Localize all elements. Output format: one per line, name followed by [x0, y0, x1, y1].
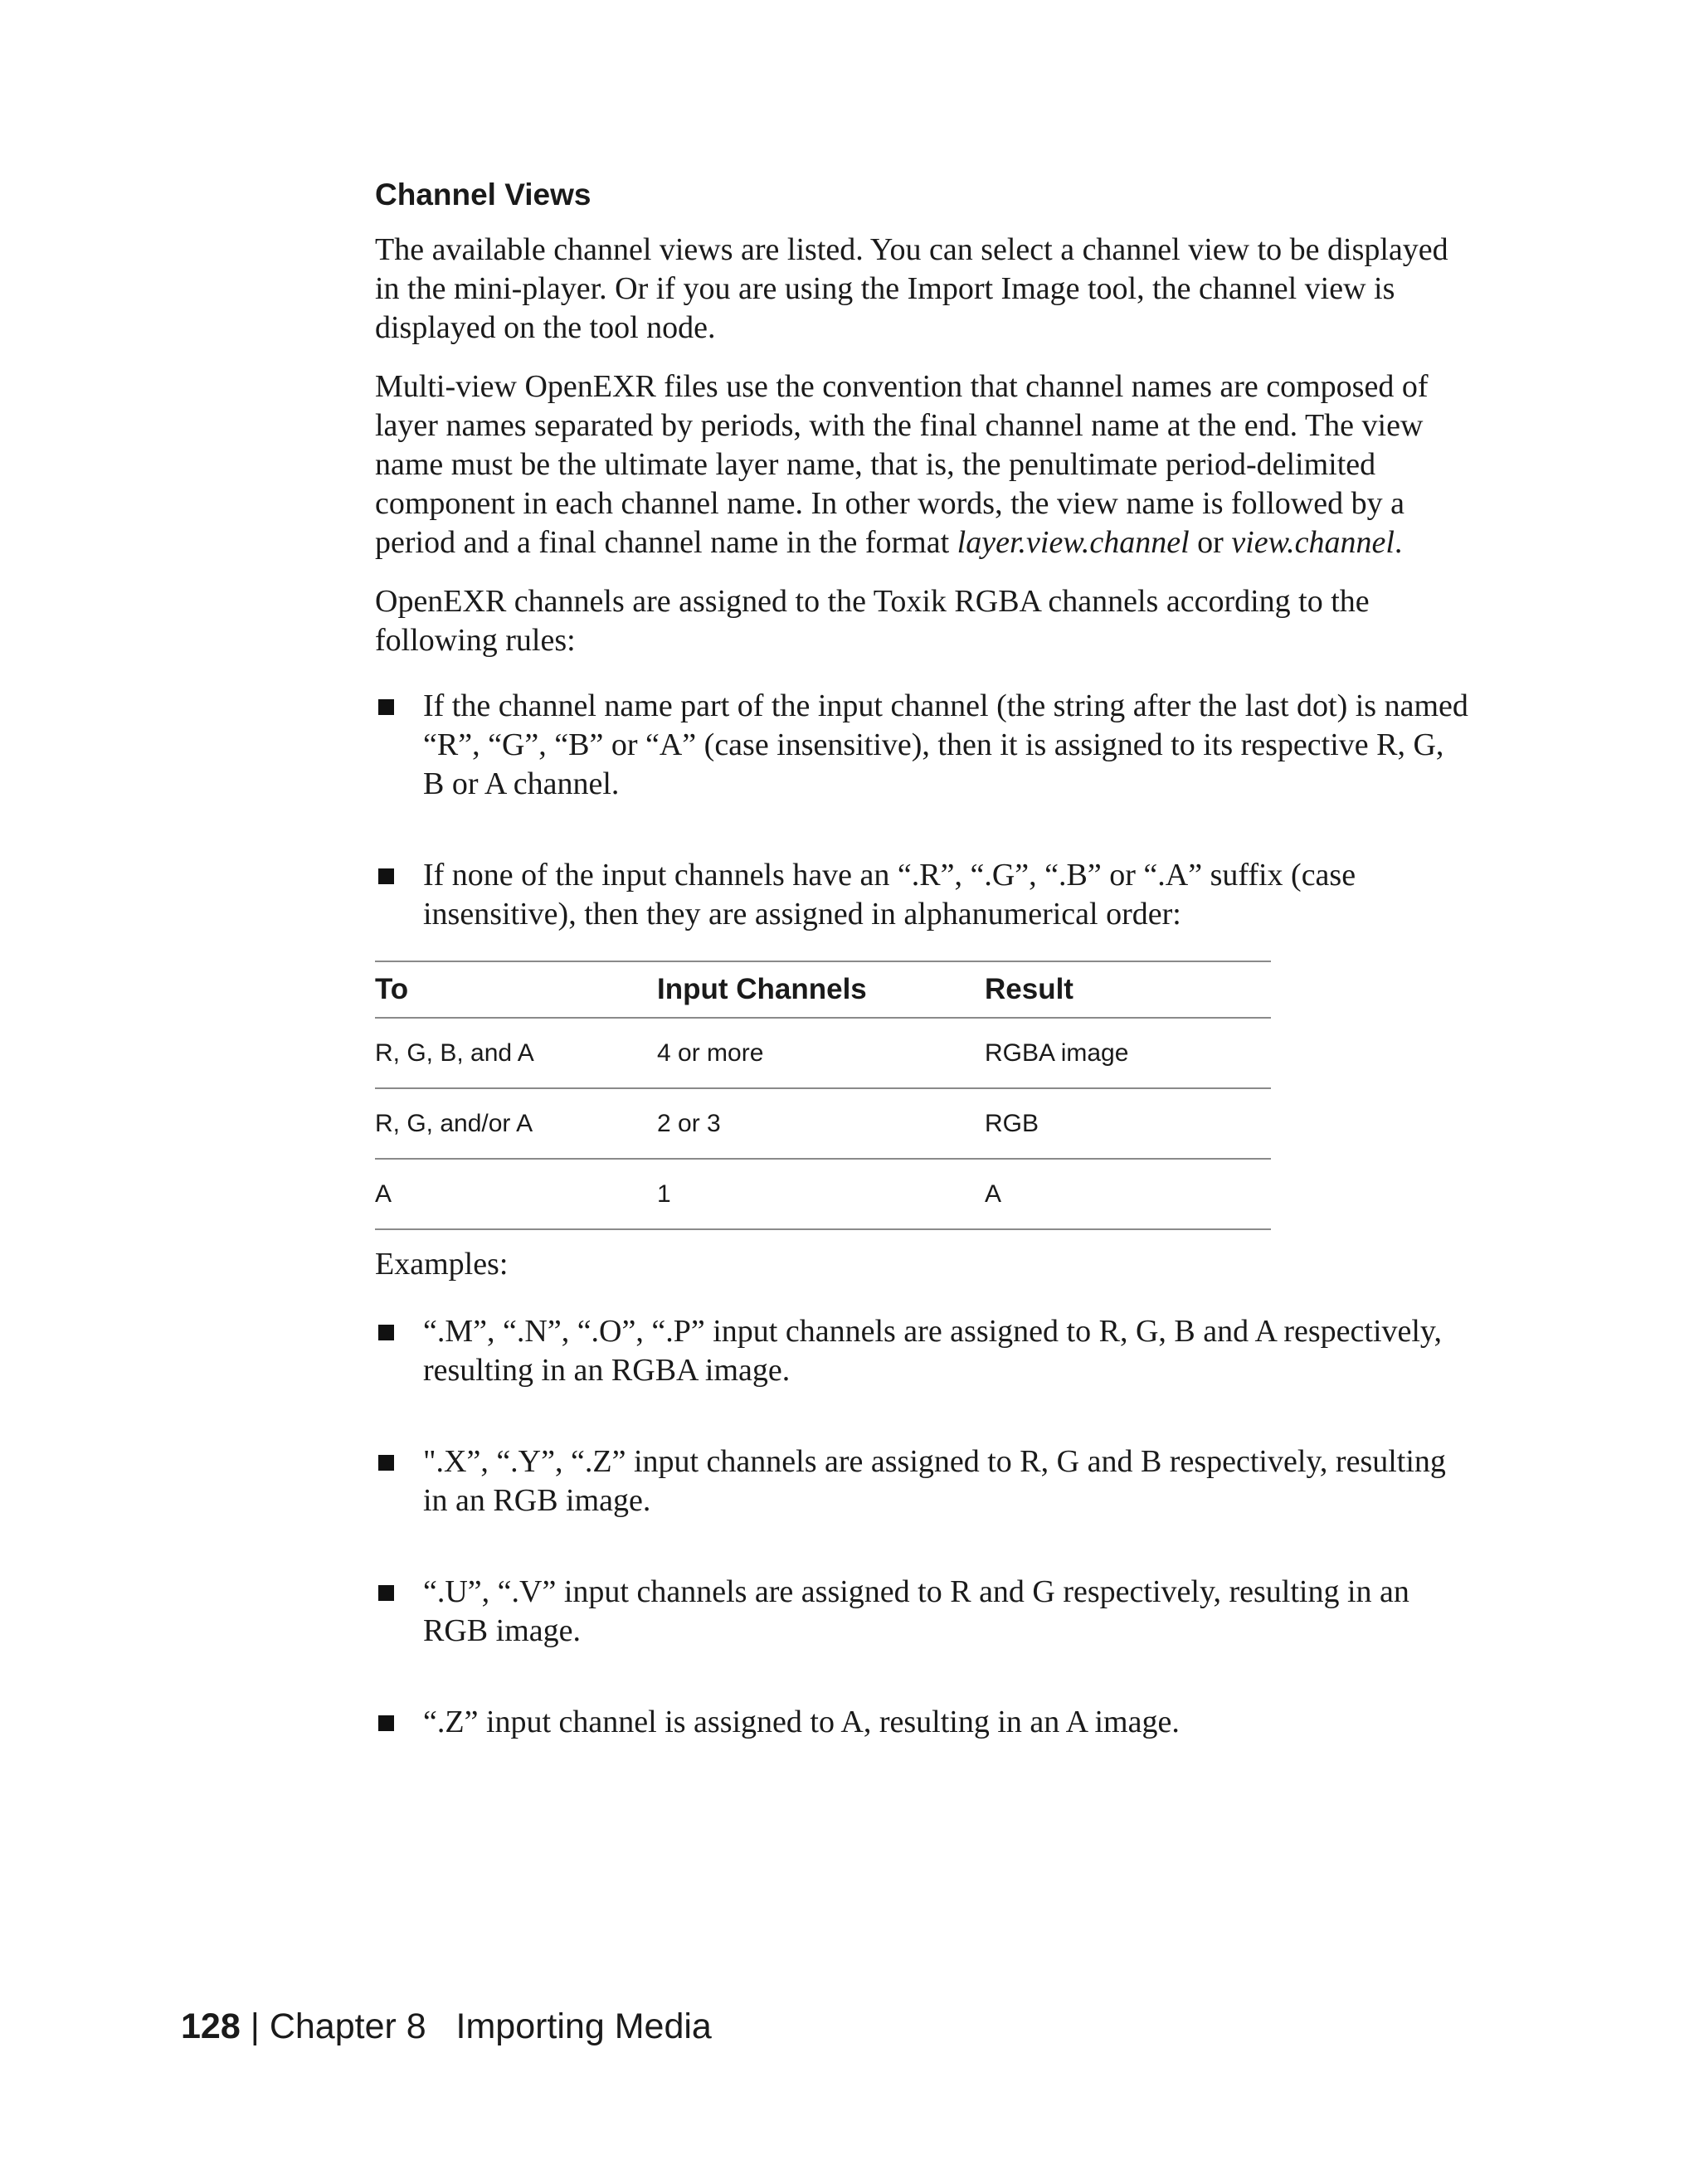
- table-header-row: [375, 961, 1271, 1018]
- cell-input-channels: 2 or 3: [657, 1088, 985, 1159]
- format-view-channel: view.channel: [1231, 525, 1395, 560]
- cell-input-channels: 4 or more: [657, 1018, 985, 1088]
- footer-chapter-title: Importing Media: [455, 2006, 712, 2046]
- bullet-square-icon: [378, 1455, 394, 1471]
- channel-assignment-table: [375, 961, 1271, 1230]
- footer-separator: |: [240, 2006, 270, 2046]
- rule-text: If none of the input channels have an “.R”, “.G”, “.B” or “.A” suffix (case insensitive), then they are assigned in alphanumerical order:: [423, 858, 1356, 931]
- column-header-result: Result: [985, 961, 1271, 1018]
- cell-result: RGBA image: [985, 1018, 1271, 1088]
- cell-to: R, G, B, and A: [375, 1018, 657, 1088]
- paragraph-multiview-text: Multi-view OpenEXR files use the convention that channel names are composed of layer names separated by periods, with the final channel name at the end. The view name must be the ultimate layer name, that is, the penultimate period-delimited component in each channel name. In other words, the view name is followed by a period and a final channel name in the format: [375, 369, 1429, 560]
- paragraph-period: .: [1394, 525, 1403, 560]
- bullet-square-icon: [378, 699, 394, 715]
- list-item: [375, 1442, 1470, 1520]
- example-text: “.Z” input channel is assigned to A, resulting in an A image.: [423, 1705, 1180, 1739]
- table-row: [375, 1018, 1271, 1088]
- bullet-square-icon: [378, 1585, 394, 1601]
- rules-list: [375, 687, 1470, 934]
- example-text: ".X”, “.Y”, “.Z” input channels are assigned to R, G and B respectively, resulting in an RGB image.: [423, 1444, 1446, 1518]
- cell-input-channels: 1: [657, 1159, 985, 1229]
- cell-to: R, G, and/or A: [375, 1088, 657, 1159]
- example-text: “.U”, “.V” input channels are assigned to R and G respectively, resulting in an RGB image.: [423, 1574, 1409, 1648]
- list-item: [375, 687, 1470, 804]
- page-number: 128: [181, 2006, 241, 2046]
- paragraph-or: or: [1189, 525, 1232, 560]
- page-content: [375, 176, 1470, 1794]
- list-item: [375, 856, 1470, 934]
- examples-label: Examples:: [375, 1247, 509, 1282]
- column-header-to: To: [375, 961, 657, 1018]
- paragraph-channel-views-intro: The available channel views are listed. You can select a channel view to be displayed in the mini-player. Or if you are using the Import Image tool, the channel view is displayed on the tool node.: [375, 232, 1448, 345]
- list-item: [375, 1312, 1470, 1390]
- cell-result: RGB: [985, 1088, 1271, 1159]
- section-heading: Channel Views: [375, 178, 591, 212]
- table-row: [375, 1088, 1271, 1159]
- cell-result: A: [985, 1159, 1271, 1229]
- paragraph-assignment-rules: OpenEXR channels are assigned to the Toxik RGBA channels according to the following rules:: [375, 584, 1370, 658]
- bullet-square-icon: [378, 1715, 394, 1731]
- example-text: “.M”, “.N”, “.O”, “.P” input channels are assigned to R, G, B and A respectively, resulting in an RGBA image.: [423, 1314, 1442, 1388]
- table-row: [375, 1159, 1271, 1229]
- cell-to: A: [375, 1159, 657, 1229]
- footer-gap: [426, 2006, 456, 2046]
- page-footer: [181, 2004, 712, 2049]
- rule-text: If the channel name part of the input channel (the string after the last dot) is named “R”, “G”, “B” or “A” (case insensitive), then it is assigned to its respective R, G, B or A channel.: [423, 688, 1468, 801]
- format-layer-view-channel: layer.view.channel: [957, 525, 1190, 560]
- column-header-input-channels: Input Channels: [657, 961, 985, 1018]
- bullet-square-icon: [378, 868, 394, 884]
- footer-chapter: Chapter 8: [269, 2006, 426, 2046]
- bullet-square-icon: [378, 1325, 394, 1340]
- paragraph-multiview-convention: [375, 367, 1470, 562]
- list-item: [375, 1573, 1470, 1651]
- list-item: [375, 1703, 1470, 1742]
- examples-list: [375, 1312, 1470, 1742]
